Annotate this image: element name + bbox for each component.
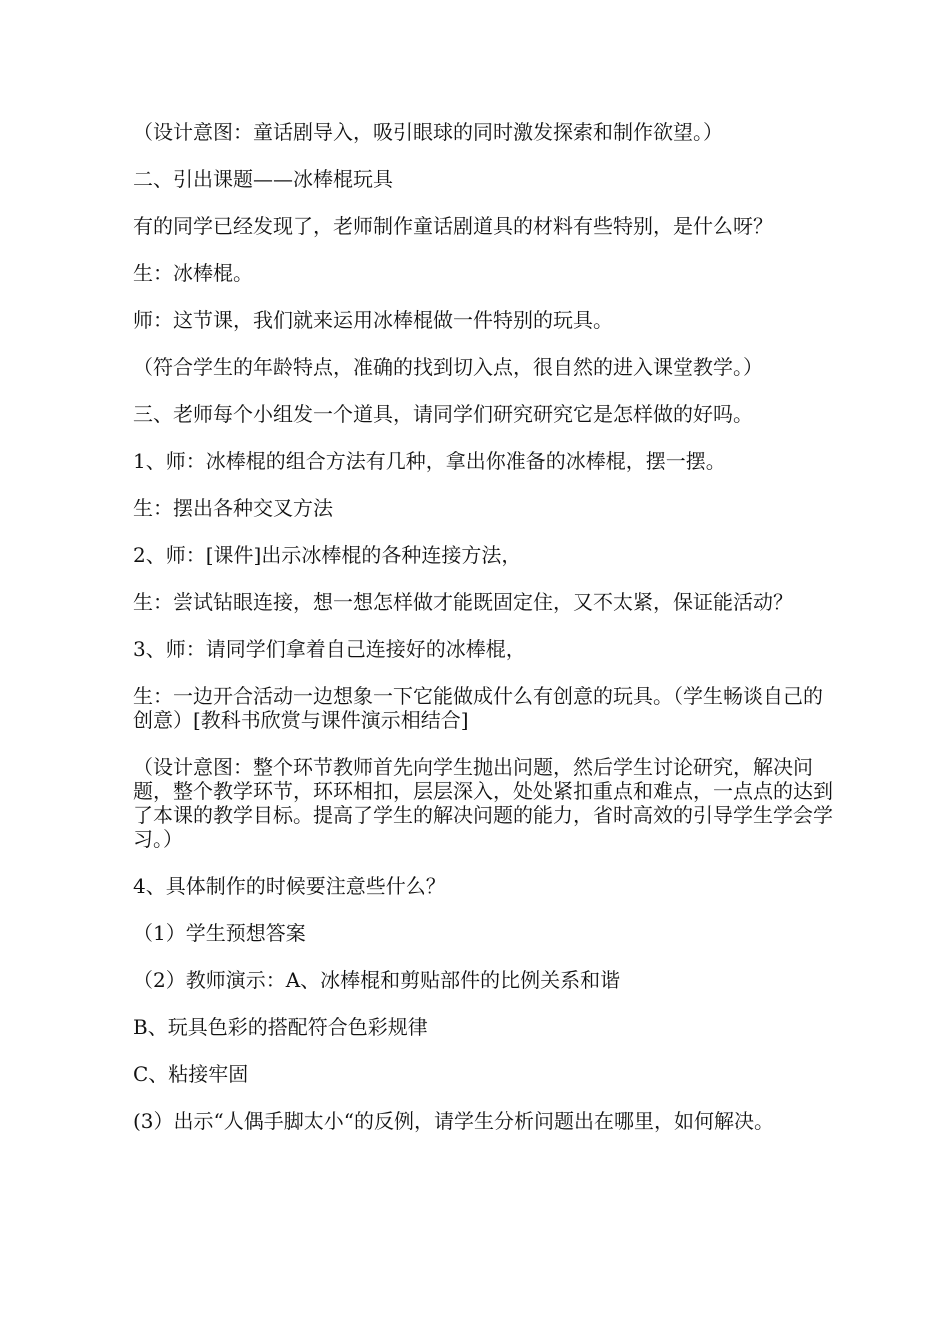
design-intent-note-3: （设计意图：整个环节教师首先向学生抛出问题，然后学生讨论研究，解决问题，整个教学环节，环环相扣，层层深入，处处紧扣重点和难点，一点点的达到了本课的教学目标。提高了学生的解决问题的能力，省时高效的引导学生学会学习。） xyxy=(133,755,833,851)
step-4-item-2b: B、玩具色彩的搭配符合色彩规律 xyxy=(133,1015,428,1039)
document-body xyxy=(133,120,833,1156)
step-1-student: 生：摆出各种交叉方法 xyxy=(133,496,333,520)
student-answer: 生：冰棒棍。 xyxy=(133,261,253,285)
step-3-student: 生：一边开合活动一边想象一下它能做成什么有创意的玩具。（学生畅谈自己的创意）[教科书欣赏与课件演示相结合] xyxy=(133,684,823,732)
step-2-student: 生：尝试钻眼连接，想一想怎样做才能既固定住，又不太紧，保证能活动？ xyxy=(133,590,793,614)
step-1-teacher: 1、师：冰棒棍的组合方法有几种，拿出你准备的冰棒棍，摆一摆。 xyxy=(133,449,726,473)
step-4-item-2c: C、粘接牢固 xyxy=(133,1062,249,1086)
design-intent-note-1: （设计意图：童话剧导入，吸引眼球的同时激发探索和制作欲望。） xyxy=(133,120,723,144)
teacher-statement: 师：这节课，我们就来运用冰棒棍做一件特别的玩具。 xyxy=(133,308,613,332)
step-2-teacher: 2、师：[课件]出示冰棒棍的各种连接方法， xyxy=(133,543,522,567)
section-heading-2: 二、引出课题——冰棒棍玩具 xyxy=(133,167,393,191)
section-heading-3: 三、老师每个小组发一个道具，请同学们研究研究它是怎样做的好吗。 xyxy=(133,402,753,426)
design-intent-note-2: （符合学生的年龄特点，准确的找到切入点，很自然的进入课堂教学。） xyxy=(133,355,763,379)
teacher-question: 有的同学已经发现了，老师制作童话剧道具的材料有些特别，是什么呀？ xyxy=(133,214,773,238)
step-4-question: 4、具体制作的时候要注意些什么？ xyxy=(133,874,446,898)
step-4-item-3: (3）出示“人偶手脚太小“的反例，请学生分析问题出在哪里，如何解决。 xyxy=(133,1109,774,1133)
step-3-teacher: 3、师：请同学们拿着自己连接好的冰棒棍， xyxy=(133,637,526,661)
step-4-item-2: （2）教师演示：A、冰棒棍和剪贴部件的比例关系和谐 xyxy=(133,968,621,992)
step-4-item-1: （1）学生预想答案 xyxy=(133,921,306,945)
